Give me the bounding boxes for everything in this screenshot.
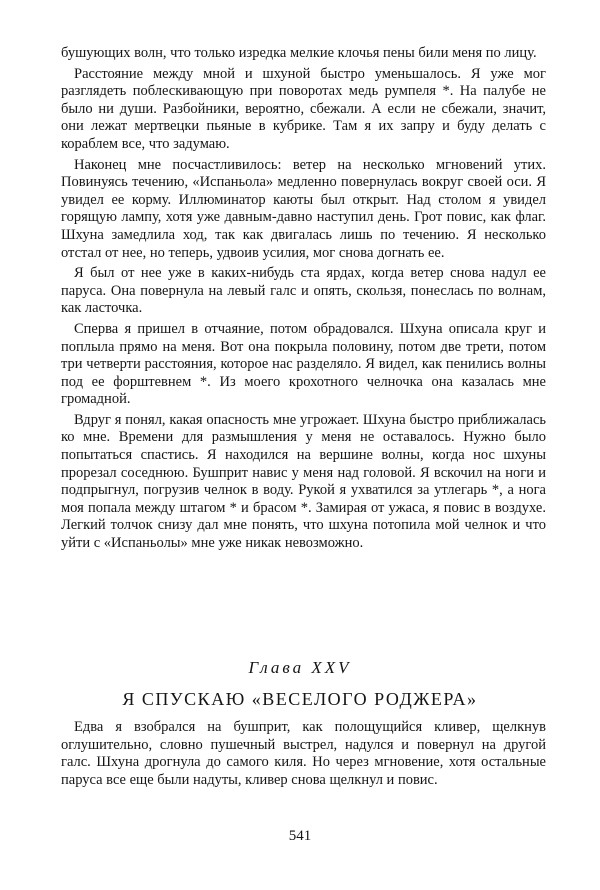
paragraph-5: Сперва я пришел в отчаяние, потом обрадовался. Шхуна описала круг и поплыла прямо на меня. Вот она покрыла половину, потом две трети, потом три четверти расстояния, которое нас разделяло. Я видел, как пенились волны под ее форштевнем *. Из моего крохотного челночка она казалась мне громадной.	[61, 320, 546, 408]
chapter-25-opening	[61, 719, 546, 789]
chapter-number: Глава XXV	[248, 658, 352, 677]
chapter-title: Я СПУСКАЮ «ВЕСЕЛОГО РОДЖЕРА»	[122, 689, 478, 709]
chapter-24-ending	[61, 45, 546, 553]
page-number: 541	[288, 828, 312, 844]
paragraph-4: Я был от нее уже в каких-нибудь ста ярдах, когда ветер снова надул ее паруса. Она повернула на левый галс и опять, скользя, понеслась по волнам, как ласточка.	[61, 265, 546, 317]
paragraph-6: Вдруг я понял, какая опасность мне угрожает. Шхуна быстро приближалась ко мне. Времени для размышления у меня не оставалось. Нужно было попытаться спастись. Я находился на вершине волны, когда нос шхуны прорезал соседнюю. Бушприт навис у меня над головой. Я вскочил на ноги и подпрыгнул, погрузив челнок в воду. Рукой я ухватился за утлегарь *, а нога моя попала между штагом * и брасом *. Замирая от ужаса, я повис в воздухе. Легкий толчок снизу дал мне понять, что шхуна потопила мой челнок и что уйти с «Испаньолы» мне уже никак невозможно.	[61, 411, 546, 552]
paragraph-2: Расстояние между мной и шхуной быстро уменьшалось. Я уже мог разглядеть поблескивающую при поворотах медь румпеля *. На палубе не было ни души. Разбойники, вероятно, сбежали. А если не сбежали, значит, они лежат мертвецки пьяные в кубрике. Там я их запру и буду делать с кораблем все, что задумаю.	[61, 65, 546, 152]
paragraph-7: Едва я взобрался на бушприт, как полощущийся кливер, щелкнув оглушительно, словно пушечный выстрел, надулся и повернул на другой галс. Шхуна дрогнула до самого киля. Но через мгновение, хотя остальные паруса все еще были надуты, кливер снова щелкнул и повис.	[61, 719, 546, 788]
paragraph-3: Наконец мне посчастливилось: ветер на несколько мгновений утих. Повинуясь течению, «Испаньола» медленно повернулась вокруг своей оси. Я увидел ее корму. Иллюминатор каюты был открыт. Над столом я увидел горящую лампу, хотя уже давным-давно наступил день. Грот повис, как флаг. Шхуна замедлила ход, так как двигалась лишь по течению. Я несколько отстал от нее, но теперь, удвоив усилия, мог снова догнать ее.	[61, 156, 546, 261]
paragraph-1: бушующих волн, что только изредка мелкие клочья пены били меня по лицу.	[61, 45, 537, 61]
